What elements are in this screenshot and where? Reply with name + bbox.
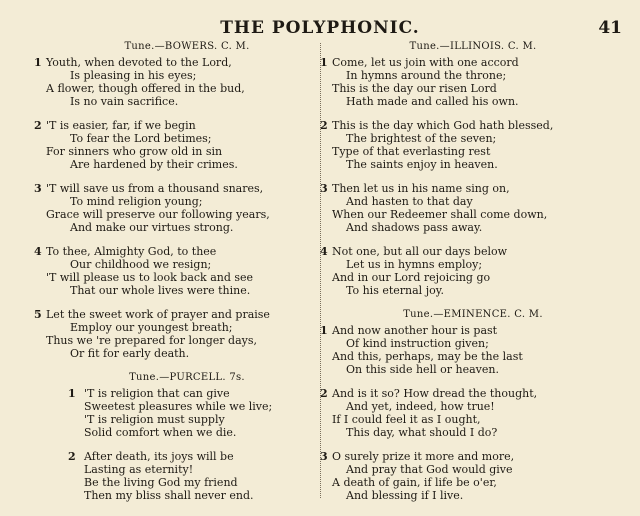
stanza: [320, 450, 618, 502]
stanza-number: 2: [320, 387, 328, 400]
left-column: [34, 40, 332, 513]
verse-line: The brightest of the seven;: [346, 132, 497, 145]
stanza: [320, 56, 618, 108]
verse-line: 'T will save us from a thousand snares,: [46, 182, 264, 195]
stanza-number: 1: [320, 324, 328, 337]
verse-line: Employ our youngest breath;: [70, 321, 233, 334]
verse-line: Of kind instruction given;: [346, 337, 489, 350]
stanza: [34, 119, 332, 171]
stanza-number: 4: [320, 245, 328, 258]
verse-line: This is the day which God hath blessed,: [332, 119, 554, 132]
verse-line: 'T will please us to look back and see: [46, 271, 254, 284]
stanza: [34, 182, 332, 234]
verse-line: And blessing if I live.: [346, 489, 464, 502]
verse-line: Not one, but all our days below: [332, 245, 508, 258]
stanza-number: 1: [68, 387, 76, 400]
verse-line: A death of gain, if life be o'er,: [332, 476, 497, 489]
stanza-number: 1: [320, 56, 328, 69]
verse-line: 'T is religion that can give: [84, 387, 230, 400]
tune-heading-eminence: Tune.—EMINENCE. C. M.: [403, 309, 543, 320]
verse-line: Be the living God my friend: [84, 476, 238, 489]
verse-line: To mind religion young;: [70, 195, 203, 208]
verse-line: Is no vain sacrifice.: [70, 95, 179, 108]
verse-line: And pray that God would give: [346, 463, 513, 476]
verse-line: Are hardened by their crimes.: [70, 158, 238, 171]
stanza: [320, 182, 618, 234]
stanza-number: 5: [34, 308, 42, 321]
stanza: [34, 56, 332, 108]
verse-line: And this, perhaps, may be the last: [332, 350, 523, 363]
verse-line: When our Redeemer shall come down,: [332, 208, 548, 221]
stanza: [34, 308, 332, 360]
tune-heading-illinois: Tune.—ILLINOIS. C. M.: [409, 41, 537, 52]
verse-line: And yet, indeed, how true!: [346, 400, 495, 413]
verse-line: Solid comfort when we die.: [84, 426, 237, 439]
stanza: [34, 245, 332, 297]
verse-line: Hath made and called his own.: [346, 95, 519, 108]
stanza-number: 2: [68, 450, 76, 463]
verse-line: 'T is religion must supply: [84, 413, 225, 426]
verse-line: Come, let us join with one accord: [332, 56, 519, 69]
verse-line: Is pleasing in his eyes;: [70, 69, 197, 82]
stanza-number: 3: [34, 182, 42, 195]
verse-line: Our childhood we resign;: [70, 258, 212, 271]
stanza-number: 3: [320, 182, 328, 195]
stanza-number: 3: [320, 450, 328, 463]
stanza: [320, 387, 618, 439]
verse-line: That our whole lives were thine.: [70, 284, 251, 297]
stanza-number: 4: [34, 245, 42, 258]
page-number: 41: [598, 18, 622, 38]
verse-line: Grace will preserve our following years,: [46, 208, 270, 221]
stanza-number: 2: [34, 119, 42, 132]
verse-line: Let us in hymns employ;: [346, 258, 483, 271]
verse-line: To his eternal joy.: [346, 284, 444, 297]
verse-line: And hasten to that day: [346, 195, 473, 208]
right-column: [320, 40, 618, 513]
verse-line: Let the sweet work of prayer and praise: [46, 308, 270, 321]
tune-heading-bowers: Tune.—BOWERS. C. M.: [124, 41, 250, 52]
verse-line: If I could feel it as I ought,: [332, 413, 481, 426]
verse-line: In hymns around the throne;: [346, 69, 507, 82]
verse-line: Then my bliss shall never end.: [84, 489, 254, 502]
verse-line: Youth, when devoted to the Lord,: [46, 56, 232, 69]
verse-line: And is it so? How dread the thought,: [332, 387, 538, 400]
verse-line: For sinners who grow old in sin: [46, 145, 223, 158]
verse-line: Or fit for early death.: [70, 347, 190, 360]
verse-line: Type of that everlasting rest: [332, 145, 491, 158]
verse-line: Then let us in his name sing on,: [332, 182, 510, 195]
verse-line: And shadows pass away.: [346, 221, 483, 234]
verse-line: To fear the Lord betimes;: [70, 132, 212, 145]
verse-line: The saints enjoy in heaven.: [346, 158, 498, 171]
verse-line: This is the day our risen Lord: [332, 82, 497, 95]
verse-line: 'T is easier, far, if we begin: [46, 119, 196, 132]
tune-heading-purcell: Tune.—PURCELL. 7s.: [129, 372, 245, 383]
verse-line: This day, what should I do?: [346, 426, 498, 439]
verse-line: O surely prize it more and more,: [332, 450, 515, 463]
verse-line: Lasting as eternity!: [84, 463, 194, 476]
stanza: [42, 450, 332, 502]
stanza-number: 2: [320, 119, 328, 132]
verse-line: A flower, though offered in the bud,: [46, 82, 245, 95]
stanza: [320, 324, 618, 376]
stanza: [42, 387, 332, 439]
stanza-number: 1: [34, 56, 42, 69]
verse-line: After death, its joys will be: [84, 450, 234, 463]
stanza: [320, 245, 618, 297]
verse-line: And make our virtues strong.: [70, 221, 234, 234]
verse-line: On this side hell or heaven.: [346, 363, 499, 376]
running-title: THE POLYPHONIC.: [220, 18, 420, 38]
verse-line: And now another hour is past: [332, 324, 498, 337]
verse-line: Thus we 're prepared for longer days,: [46, 334, 258, 347]
verse-line: Sweetest pleasures while we live;: [84, 400, 273, 413]
stanza: [320, 119, 618, 171]
verse-line: And in our Lord rejoicing go: [332, 271, 491, 284]
verse-line: To thee, Almighty God, to thee: [46, 245, 217, 258]
